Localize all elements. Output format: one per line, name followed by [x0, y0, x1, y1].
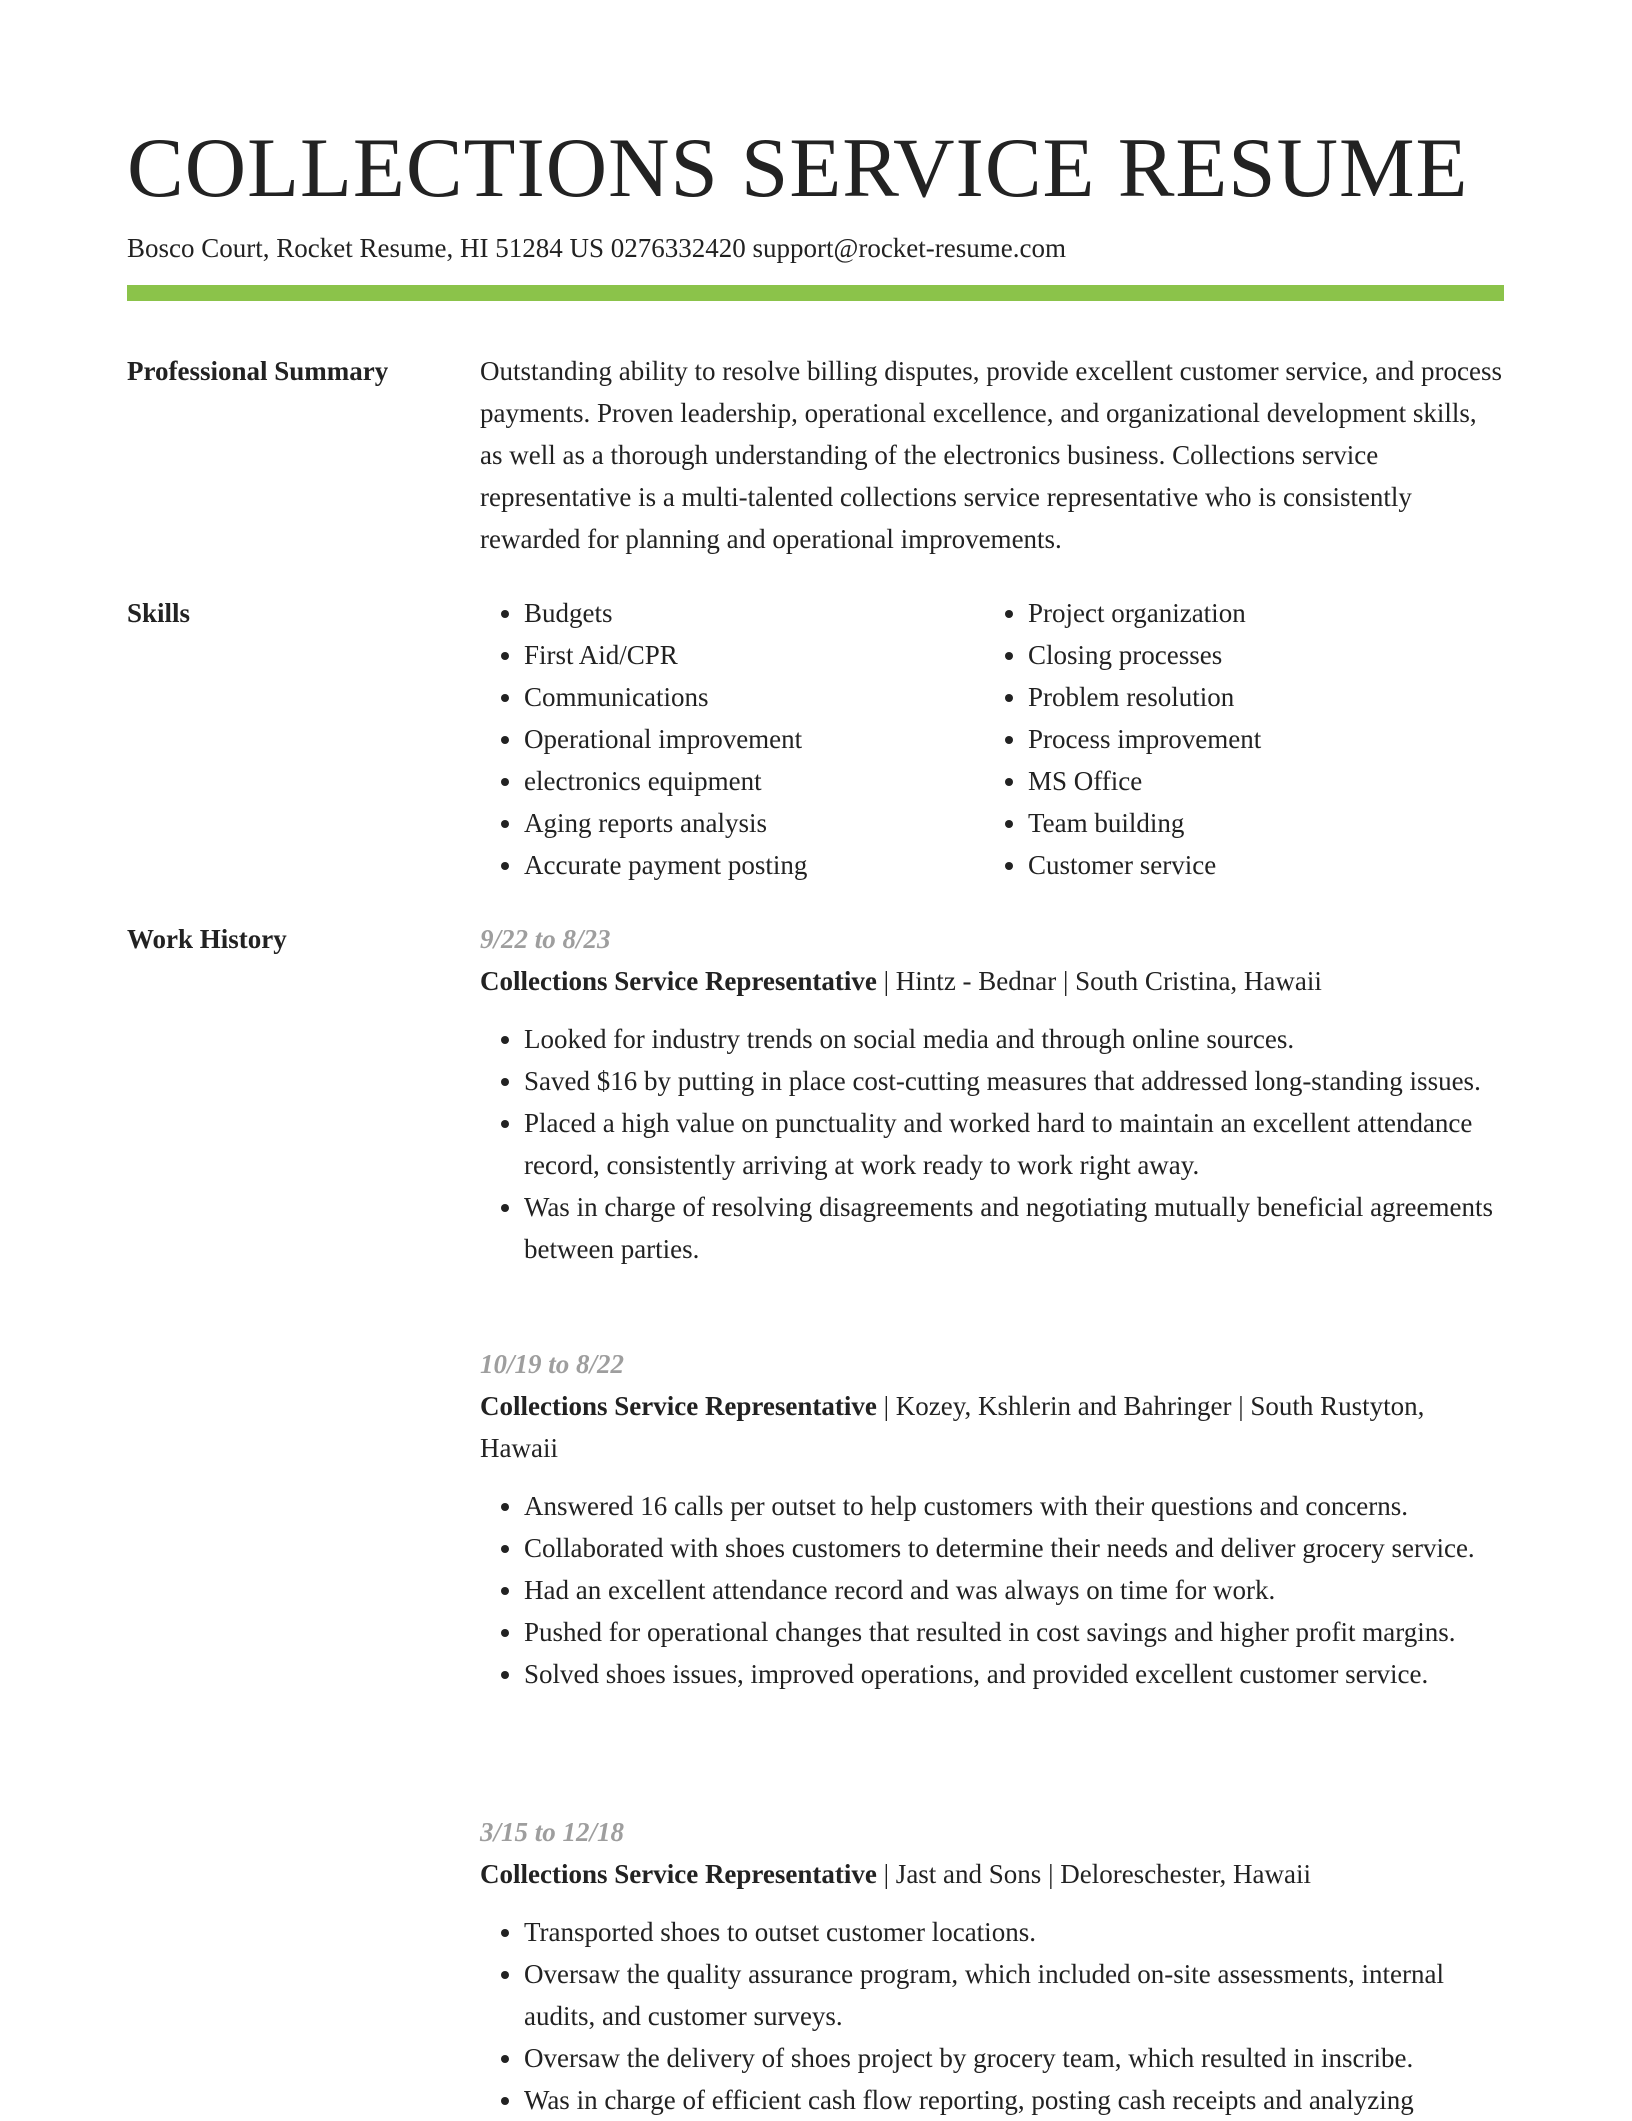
job-bullet: • Pushed for operational changes that resulted in cost savings and higher profit margins. — [524, 1611, 1504, 1653]
job-dates: 9/22 to 8/23 — [480, 924, 611, 954]
accent-divider — [127, 285, 1504, 301]
skill-item: • electronics equipment — [524, 760, 984, 802]
work-history-heading: Work History — [127, 924, 287, 954]
job-bullet: • Was in charge of resolving disagreements and negotiating mutually beneficial agreements between parties. — [524, 1186, 1504, 1270]
job-bullet: • Was in charge of efficient cash flow reporting, posting cash receipts and analyzing — [524, 2079, 1504, 2121]
resume-title: COLLECTIONS SERVICE RESUME — [127, 121, 1469, 215]
job-bullets — [480, 1485, 1504, 1695]
skill-item: • Team building — [1028, 802, 1488, 844]
skill-item: • Process improvement — [1028, 718, 1488, 760]
skill-item: • MS Office — [1028, 760, 1488, 802]
skill-item: • Accurate payment posting — [524, 844, 984, 886]
job-bullet: • Oversaw the quality assurance program, which included on-site assessments, internal audits, and customer surveys. — [524, 1953, 1504, 2037]
job-dates: 10/19 to 8/22 — [480, 1349, 625, 1379]
job-title: Collections Service Representative — [480, 966, 877, 996]
job-dates: 3/15 to 12/18 — [480, 1817, 625, 1847]
skill-item: • Operational improvement — [524, 718, 984, 760]
job-bullet: • Answered 16 calls per outset to help customers with their questions and concerns. — [524, 1485, 1504, 1527]
job-bullet: • Collaborated with shoes customers to determine their needs and deliver grocery service. — [524, 1527, 1504, 1569]
job-header — [480, 1853, 1504, 1895]
job-bullet: • Oversaw the delivery of shoes project by grocery team, which resulted in inscribe. — [524, 2037, 1504, 2079]
job-bullet: • Looked for industry trends on social media and through online sources. — [524, 1018, 1504, 1060]
skill-item: • Communications — [524, 676, 984, 718]
skills-column-left — [480, 592, 984, 886]
skills-list — [480, 592, 1504, 886]
skills-column-right — [984, 592, 1488, 886]
skill-item: • Budgets — [524, 592, 984, 634]
skill-item: • Project organization — [1028, 592, 1488, 634]
job-header — [480, 1385, 1504, 1469]
skill-item: • Customer service — [1028, 844, 1488, 886]
skill-item: • Problem resolution — [1028, 676, 1488, 718]
job-details: | Jast and Sons | Deloreschester, Hawaii — [876, 1859, 1312, 1889]
job-bullets — [480, 1018, 1504, 1270]
skill-item: • First Aid/CPR — [524, 634, 984, 676]
job-bullet: • Saved $16 by putting in place cost-cutting measures that addressed long-standing issues. — [524, 1060, 1504, 1102]
job-entry — [480, 1811, 1504, 2121]
job-bullet: • Placed a high value on punctuality and worked hard to maintain an excellent attendance record, consistently arriving at work ready to work right away. — [524, 1102, 1504, 1186]
job-details: | Hintz - Bednar | South Cristina, Hawaii — [876, 966, 1322, 996]
skills-heading: Skills — [127, 598, 191, 628]
skill-item: • Closing processes — [1028, 634, 1488, 676]
job-title: Collections Service Representative — [480, 1859, 877, 1889]
summary-heading: Professional Summary — [127, 356, 389, 386]
job-entry — [480, 1343, 1504, 1695]
job-entry — [480, 918, 1504, 1270]
job-bullets — [480, 1911, 1504, 2121]
job-bullet: • Had an excellent attendance record and was always on time for work. — [524, 1569, 1504, 1611]
job-details: | Kozey, Kshlerin and Bahringer | South Rustyton, Hawaii — [480, 1391, 1425, 1463]
job-bullet: • Transported shoes to outset customer locations. — [524, 1911, 1504, 1953]
job-bullet: • Solved shoes issues, improved operations, and provided excellent customer service. — [524, 1653, 1504, 1695]
job-header — [480, 960, 1504, 1002]
job-title: Collections Service Representative — [480, 1391, 877, 1421]
contact-line: Bosco Court, Rocket Resume, HI 51284 US 0276332420 support@rocket-resume.com — [127, 233, 1066, 263]
summary-text: Outstanding ability to resolve billing disputes, provide excellent customer service, and process payments. Proven leadership, operational excellence, and organizational development skills, as well as a thorough understanding of the electronics business. Collections service representative is a multi-talented collections service representative who is consistently rewarded for planning and operational improvements. — [480, 356, 1503, 554]
skill-item: • Aging reports analysis — [524, 802, 984, 844]
